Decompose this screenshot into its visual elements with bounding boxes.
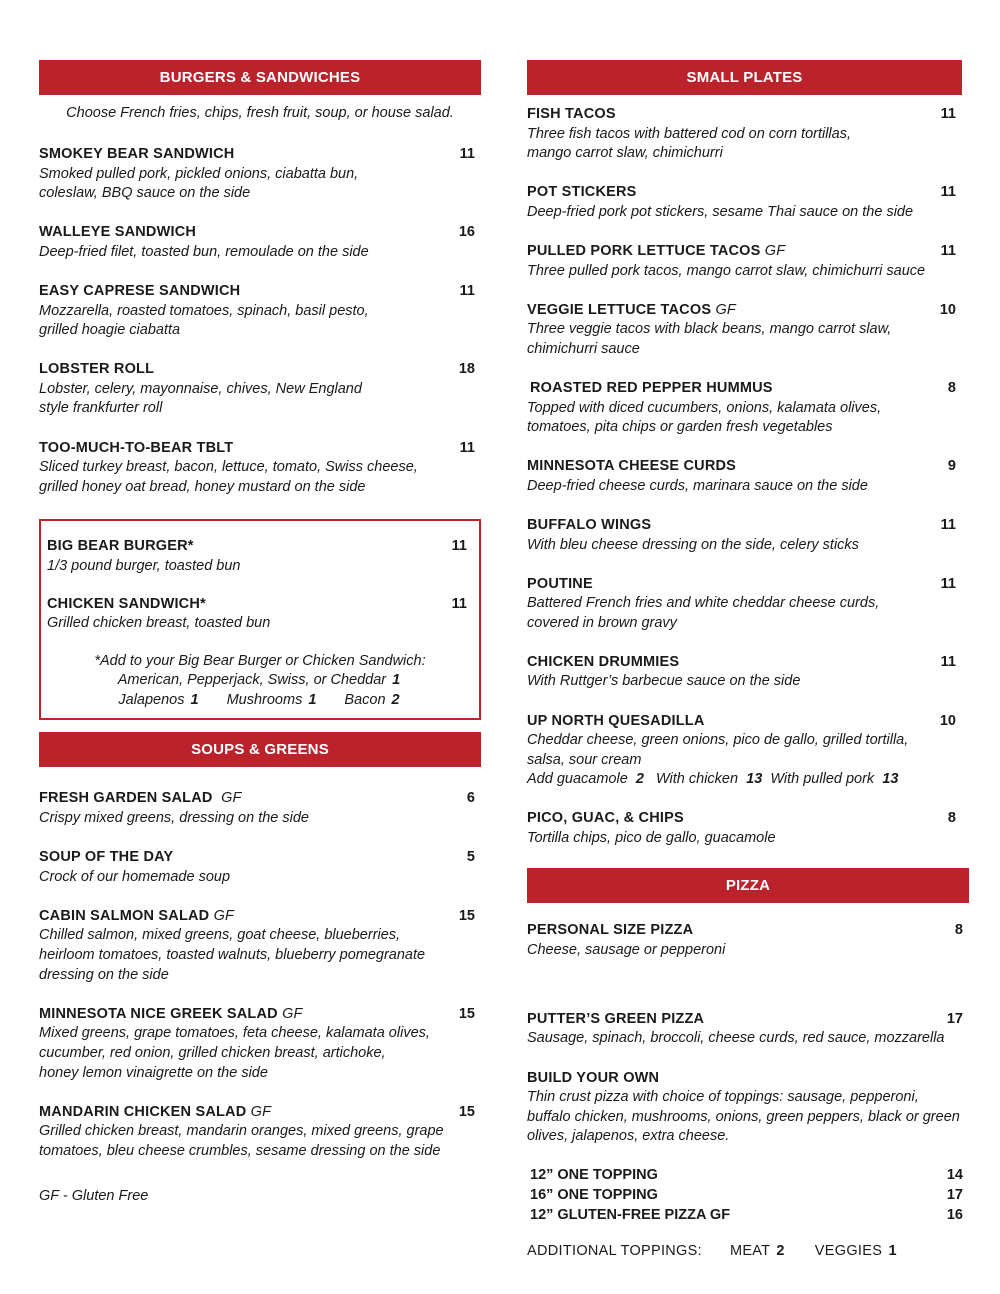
menu-item	[527, 1069, 969, 1147]
gluten-free-note: GF - Gluten Free	[39, 1188, 149, 1204]
item-name: CABIN SALMON SALAD GF	[39, 907, 235, 924]
item-name: BUILD YOUR OWN	[527, 1069, 660, 1086]
menu-item	[39, 360, 481, 419]
item-desc: Battered French fries and white cheddar cheese curds,	[527, 595, 880, 612]
item-price: 15	[458, 907, 475, 924]
addon-price: 1	[392, 672, 401, 689]
small-plates-banner: SMALL PLATES	[527, 60, 962, 95]
item-name: POUTINE	[527, 575, 593, 592]
item-price: 11	[940, 516, 956, 533]
item-desc: With Ruttger’s barbecue sauce on the side	[527, 673, 801, 690]
item-name: PUTTER’S GREEN PIZZA	[527, 1010, 705, 1027]
additional-toppings: ADDITIONAL TOPPINGS: MEAT 2 VEGGIES 1	[527, 1243, 897, 1260]
item-name: CHICKEN SANDWICH*	[47, 595, 206, 612]
item-price: 11	[940, 653, 956, 670]
burger-box	[39, 519, 481, 720]
item-name: BIG BEAR BURGER*	[47, 538, 194, 555]
item-price: 11	[451, 595, 467, 612]
item-name: VEGGIE LETTUCE TACOS GF	[527, 301, 736, 318]
item-desc: chimichurri sauce	[527, 340, 640, 357]
menu-item	[527, 516, 962, 555]
item-price: 5	[466, 849, 475, 866]
menu-item	[39, 145, 481, 204]
menu-item	[527, 1010, 969, 1049]
item-name: FISH TACOS	[527, 106, 616, 122]
item-desc: heirloom tomatoes, toasted walnuts, blueberry pomegranate	[39, 947, 426, 964]
addon-line	[47, 691, 473, 711]
addon-line: *Add to your Big Bear Burger or Chicken Sandwich:	[94, 652, 426, 669]
item-name: FRESH GARDEN SALAD GF	[39, 790, 242, 807]
item-price: 8	[947, 379, 956, 396]
item-desc: Cheddar cheese, green onions, pico de gallo, grilled tortilla,	[527, 732, 909, 749]
gf-tag: GF	[213, 907, 235, 924]
item-price: 11	[451, 538, 467, 555]
addon-price: 1	[308, 691, 317, 708]
item-price: 6	[466, 790, 475, 807]
item-desc: mango carrot slaw, chimichurri	[527, 145, 723, 162]
item-price: 11	[940, 106, 956, 122]
item-name: TOO-MUCH-TO-BEAR TBLT	[39, 439, 234, 456]
item-price: 15	[458, 1005, 475, 1022]
item-price: 11	[940, 184, 956, 201]
item-desc: covered in brown gravy	[527, 614, 677, 631]
item-price: 18	[458, 361, 475, 378]
item-desc: style frankfurter roll	[39, 400, 163, 417]
left-column	[39, 60, 481, 1181]
menu-item	[527, 105, 962, 164]
item-price: 10	[939, 301, 956, 318]
item-desc: Grilled chicken breast, toasted bun	[47, 615, 271, 632]
item-price: 11	[459, 146, 475, 162]
menu-item	[39, 1103, 481, 1162]
item-name: PICO, GUAC, & CHIPS	[527, 810, 684, 827]
menu-item	[47, 595, 473, 634]
right-column	[527, 60, 962, 1259]
item-desc: Three pulled pork tacos, mango carrot slaw, chimichurri sauce	[527, 262, 926, 279]
item-desc: Cheese, sausage or pepperoni	[527, 941, 726, 958]
item-desc: Topped with diced cucumbers, onions, kalamata olives,	[527, 399, 882, 416]
addon-price: 2	[635, 771, 644, 788]
item-desc: dressing on the side	[39, 966, 169, 983]
addon-jalapenos: Jalapenos	[118, 691, 185, 708]
menu-item	[39, 223, 481, 262]
item-desc: Deep-fried pork pot stickers, sesame Thai sauce on the side	[527, 203, 914, 220]
addon-line	[47, 671, 473, 691]
item-price: 11	[940, 575, 956, 592]
item-price: 9	[947, 458, 956, 475]
addon-note	[47, 652, 473, 711]
item-desc: Three fish tacos with battered cod on corn tortillas,	[527, 125, 851, 142]
item-desc: buffalo chicken, mushrooms, onions, green peppers, black or green	[527, 1108, 960, 1125]
menu-item	[527, 457, 962, 496]
menu-item	[527, 379, 962, 438]
item-desc: olives, jalapenos, extra cheese.	[527, 1128, 730, 1145]
gf-tag: GF	[250, 1103, 272, 1120]
item-desc: Deep-fried filet, toasted bun, remoulade on the side	[39, 243, 369, 260]
item-desc: Grilled chicken breast, mandarin oranges, mixed greens, grape	[39, 1123, 444, 1140]
menu-item	[527, 712, 962, 790]
gf-tag: GF	[282, 1005, 303, 1022]
item-desc: tomatoes, pita chips or garden fresh vegetables	[527, 419, 833, 436]
item-name: MINNESOTA NICE GREEK SALAD GF	[39, 1005, 303, 1022]
item-name: PERSONAL SIZE PIZZA	[527, 922, 694, 939]
item-desc: Deep-fried cheese curds, marinara sauce on the side	[527, 477, 868, 494]
item-desc: Tortilla chips, pico de gallo, guacamole	[527, 830, 776, 847]
addon-cheese: American, Pepperjack, Swiss, or Cheddar	[117, 672, 387, 689]
item-price: 11	[940, 242, 956, 259]
item-desc: 1/3 pound burger, toasted bun	[47, 557, 241, 574]
item-name: MINNESOTA CHEESE CURDS	[527, 458, 737, 475]
item-name: SMOKEY BEAR SANDWICH	[39, 146, 235, 162]
soups-banner: SOUPS & GREENS	[39, 732, 481, 767]
item-desc: Three veggie tacos with black beans, mango carrot slaw,	[527, 321, 892, 338]
menu-item	[527, 301, 962, 360]
pizza-sizes	[530, 1166, 969, 1225]
item-desc: honey lemon vinaigrette on the side	[39, 1064, 268, 1081]
menu-item	[39, 1005, 481, 1083]
menu-item	[39, 907, 481, 985]
item-price: 8	[947, 810, 956, 827]
item-desc: Lobster, celery, mayonnaise, chives, New England	[39, 380, 362, 397]
item-desc: Mozzarella, roasted tomatoes, spinach, basil pesto,	[39, 302, 369, 319]
addon-price: 13	[746, 771, 763, 788]
item-desc: Sausage, spinach, broccoli, cheese curds, red sauce, mozzarella	[527, 1030, 945, 1047]
item-price: 8	[954, 922, 963, 939]
item-price: 11	[459, 282, 475, 299]
item-desc: cucumber, red onion, grilled chicken breast, artichoke,	[39, 1044, 386, 1061]
item-name: CHICKEN DRUMMIES	[527, 653, 680, 670]
item-price: 16	[458, 224, 475, 241]
item-name: ROASTED RED PEPPER HUMMUS	[530, 379, 773, 396]
menu-item	[39, 848, 481, 887]
item-name: POT STICKERS	[527, 184, 637, 201]
item-desc: Smoked pulled pork, pickled onions, ciabatta bun,	[39, 165, 359, 182]
item-desc: Mixed greens, grape tomatoes, feta cheese, kalamata olives,	[39, 1025, 430, 1042]
pizza-size-row: 12” GLUTEN-FREE PIZZA GF 16	[530, 1206, 963, 1223]
item-price: 10	[939, 712, 956, 729]
item-price: 17	[946, 1010, 963, 1027]
menu-item	[39, 789, 481, 828]
menu-item	[527, 183, 962, 222]
item-name: BUFFALO WINGS	[527, 516, 652, 533]
item-price: 15	[458, 1103, 475, 1120]
item-desc: grilled honey oat bread, honey mustard on the side	[39, 478, 366, 495]
item-name: SOUP OF THE DAY	[39, 849, 174, 866]
burgers-banner: BURGERS & SANDWICHES	[39, 60, 481, 95]
menu-item	[527, 921, 969, 960]
item-desc: Crock of our homemade soup	[39, 868, 231, 885]
menu-item	[527, 242, 962, 281]
item-name: EASY CAPRESE SANDWICH	[39, 282, 241, 299]
pizza-size-row: 16” ONE TOPPING 17	[530, 1186, 963, 1203]
item-desc: Chilled salmon, mixed greens, goat cheese, blueberries,	[39, 927, 401, 944]
item-desc: Crispy mixed greens, dressing on the side	[39, 810, 309, 827]
item-desc: Sliced turkey breast, bacon, lettuce, tomato, Swiss cheese,	[39, 459, 418, 476]
item-desc: tomatoes, bleu cheese crumbles, sesame dressing on the side	[39, 1142, 441, 1159]
menu-item	[39, 282, 481, 341]
menu-item	[527, 653, 962, 692]
addon-price: 2	[391, 691, 400, 708]
pizza-size-row: 12” ONE TOPPING 14	[530, 1167, 963, 1184]
menu-item	[39, 439, 481, 498]
gf-tag: GF	[221, 790, 242, 807]
item-addons: Add guacamole 2 With chicken 13 With pulled pork 13	[527, 771, 899, 788]
gf-tag: GF	[764, 242, 786, 259]
item-desc: coleslaw, BBQ sauce on the side	[39, 185, 251, 202]
burgers-intro: Choose French fries, chips, fresh fruit, soup, or house salad.	[66, 105, 454, 121]
item-name: LOBSTER ROLL	[39, 361, 155, 378]
item-name: PULLED PORK LETTUCE TACOS GF	[527, 242, 786, 259]
item-desc: grilled hoagie ciabatta	[39, 322, 181, 339]
addon-bacon: Bacon	[344, 691, 386, 708]
pizza-banner: PIZZA	[527, 868, 969, 903]
gf-tag: GF	[715, 301, 736, 318]
menu-item	[527, 809, 962, 848]
addon-mushrooms: Mushrooms	[226, 691, 303, 708]
item-name: WALLEYE SANDWICH	[39, 224, 197, 241]
addon-price: 1	[190, 691, 199, 708]
item-name: MANDARIN CHICKEN SALAD GF	[39, 1103, 272, 1120]
item-desc: salsa, sour cream	[527, 751, 642, 768]
item-desc: With bleu cheese dressing on the side, celery sticks	[527, 536, 859, 553]
menu-item	[47, 537, 473, 576]
item-name: UP NORTH QUESADILLA	[527, 712, 705, 729]
menu-item	[527, 575, 962, 634]
addon-price: 13	[882, 771, 899, 788]
item-desc: Thin crust pizza with choice of toppings: sausage, pepperoni,	[527, 1089, 919, 1106]
item-price: 11	[459, 439, 475, 456]
